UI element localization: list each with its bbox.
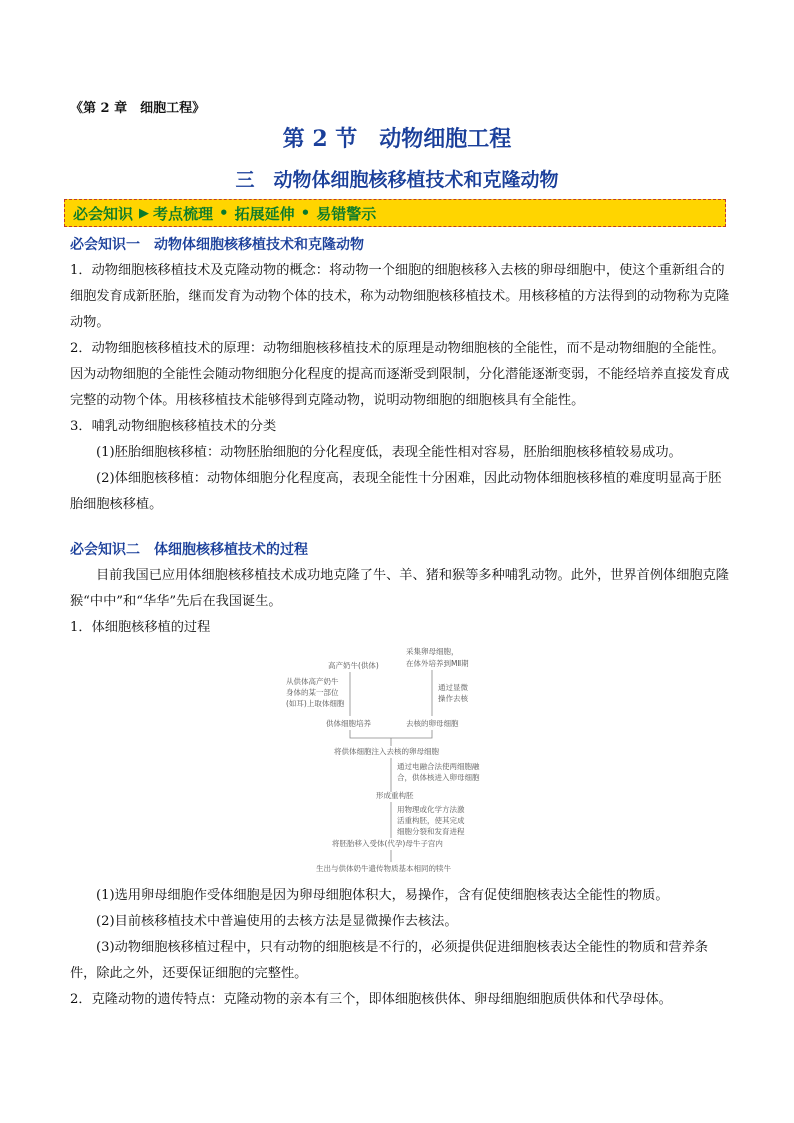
section-title: 第 2 节 动物细胞工程 bbox=[282, 126, 512, 152]
paragraph: 目前我国已应用体细胞核移植技术成功地克隆了牛、羊、猪和猴等多种哺乳动物。此外，世界首例体细胞克隆猴“中中”和“华华”先后在我国诞生。 bbox=[70, 568, 729, 609]
paragraph: (3)动物细胞核移植过程中，只有动物的细胞核是不行的，必须提供促进细胞核表达全能性的物质和营养条件，除此之外，还要保证细胞的完整性。 bbox=[70, 940, 709, 981]
knowledge-two-notes bbox=[70, 883, 730, 1013]
banner-item-extension: 拓展延伸 bbox=[234, 204, 295, 223]
paragraph: 2．克隆动物的遗传特点：克隆动物的亲本有三个，即体细胞核供体、卵母细胞细胞质供体和代孕母体。 bbox=[70, 992, 672, 1007]
diagram-fuse-line1: 通过电融合法使两细胞融 bbox=[397, 762, 480, 771]
diagram-egg-line1: 采集卵母细胞， bbox=[406, 647, 459, 656]
diagram-left-line1: 从供体高产奶牛 bbox=[286, 677, 339, 686]
paragraph: (2)体细胞核移植：动物体细胞分化程度高，表现全能性十分困难，因此动物体细胞核移植的难度明显高于胚胎细胞核移植。 bbox=[70, 471, 722, 512]
diagram-activate-line1: 用物理或化学方法激 bbox=[397, 805, 465, 814]
diagram-egg-line2: 在体外培养到MⅡ期 bbox=[406, 659, 469, 668]
diagram-donor: 高产奶牛(供体) bbox=[328, 661, 379, 670]
diagram-culture: 供体细胞培养 bbox=[326, 719, 371, 728]
diagram-transfer: 将胚胎移入受体(代孕)母牛子宫内 bbox=[332, 839, 443, 848]
diagram-left-line2: 身体的某一部位 bbox=[286, 688, 339, 697]
banner-label: 必会知识 bbox=[73, 204, 134, 223]
knowledge-one-section bbox=[70, 232, 730, 518]
diagram-left-line3: (如耳)上取体细胞 bbox=[286, 699, 345, 708]
diagram-embryo: 形成重构胚 bbox=[376, 791, 414, 800]
chapter-label: 《第 2 章 细胞工程》 bbox=[70, 101, 206, 116]
knowledge-two-heading: 必会知识二 体细胞核移植技术的过程 bbox=[70, 542, 308, 558]
diagram-activate-line3: 细胞分裂和发育进程 bbox=[397, 827, 465, 836]
diagram-enucleated: 去核的卵母细胞 bbox=[406, 719, 459, 728]
paragraph: 1．体细胞核移植的过程 bbox=[70, 620, 211, 635]
diagram-right-line2: 操作去核 bbox=[438, 694, 468, 703]
paragraph: 1．动物细胞核移植技术及克隆动物的概念：将动物一个细胞的细胞核移入去核的卵母细胞中，使这个重新组合的细胞发育成新胚胎，继而发育为动物个体的技术，称为动物细胞核移植技术。用核移植的方法得到的动物称为克隆动物。 bbox=[70, 263, 730, 330]
diagram-fuse-line2: 合，供体核进入卵母细胞 bbox=[397, 773, 480, 782]
knowledge-two-section bbox=[70, 537, 730, 641]
bullet-dot: • bbox=[219, 204, 229, 222]
diagram-inject: 将供体细胞注入去核的卵母细胞 bbox=[334, 747, 439, 756]
paragraph: 3．哺乳动物细胞核移植技术的分类 bbox=[70, 419, 277, 434]
bullet-dot: • bbox=[300, 204, 311, 222]
paragraph: 2．动物细胞核移植技术的原理：动物细胞核移植技术的原理是动物细胞核的全能性，而不是动物细胞的全能性。因为动物细胞的全能性会随动物细胞分化程度的提高而逐渐受到限制，分化潜能逐渐变弱，不能经培养直接发育成完整的动物个体。用核移植技术能够得到克隆动物，说明动物细胞的细胞核具有全能性。 bbox=[70, 341, 730, 408]
sub-title: 三 动物体细胞核移植技术和克隆动物 bbox=[235, 169, 559, 191]
knowledge-one-heading: 必会知识一 动物体细胞核移植技术和克隆动物 bbox=[70, 237, 364, 253]
diagram-right-line1: 通过显微 bbox=[438, 683, 468, 692]
banner-item-warning: 易错警示 bbox=[316, 204, 377, 223]
triangle-right-icon: ▶ bbox=[139, 205, 150, 221]
knowledge-banner bbox=[64, 199, 726, 227]
diagram-activate-line2: 活重构胚，使其完成 bbox=[397, 816, 465, 825]
banner-item-review: 考点梳理 bbox=[153, 204, 214, 223]
diagram-join bbox=[350, 730, 432, 738]
nuclear-transfer-flow-diagram bbox=[260, 644, 510, 874]
diagram-result: 生出与供体奶牛遗传物质基本相同的犊牛 bbox=[316, 864, 451, 873]
paragraph: (1)胚胎细胞核移植：动物胚胎细胞的分化程度低，表现全能性相对容易，胚胎细胞核移植较易成功。 bbox=[96, 445, 682, 460]
paragraph: (1)选用卵母细胞作受体细胞是因为卵母细胞体积大，易操作，含有促使细胞核表达全能性的物质。 bbox=[96, 888, 669, 903]
paragraph: (2)目前核移植技术中普遍使用的去核方法是显微操作去核法。 bbox=[96, 914, 458, 929]
